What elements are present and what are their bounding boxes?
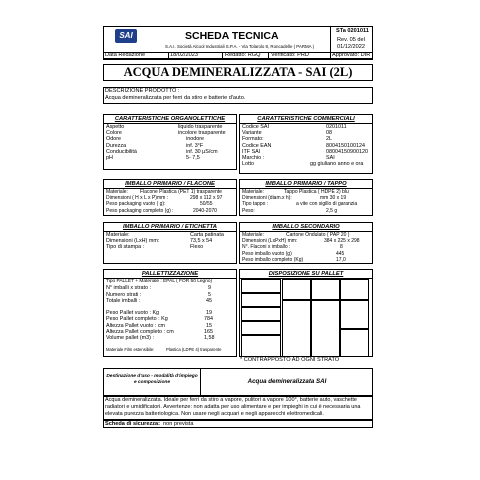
row-value: 2L (326, 136, 332, 143)
sicurezza-value: non prevista (163, 421, 194, 427)
row-key: Altezza Pallet completo : cm (106, 328, 174, 335)
row-key: N°. Flaconi x imballo : (242, 244, 291, 251)
row-value: Carta patinata (190, 232, 224, 238)
pallet-box (311, 279, 340, 300)
row-key: Tipo di stampa : (106, 244, 145, 251)
row-value: 5- 7,5 (186, 155, 200, 161)
row-key: Codice EAN (242, 142, 272, 149)
row-key: Dimensioni (LxH) mm: (106, 238, 160, 245)
destinazione-text-2: radiatori e umidificatori. Avvertenze: non adatta per uso alimentare e per impieghi in cui è necessaria una (105, 404, 361, 410)
row-value: gg giuliano anno e ora (310, 161, 364, 168)
row-value: 2,5 g (326, 207, 338, 214)
secondario-title: IMBALLO SECONDARIO (240, 223, 372, 232)
row-value: 73,5 x 54 (190, 238, 213, 245)
table-row (104, 155, 236, 161)
row-key: N° imballi x strato : (106, 285, 151, 292)
row-key: Peso: (242, 207, 255, 214)
row-key: Altezza Pallet vuoto : cm (106, 322, 166, 329)
row-value: mm 30 x 19 (320, 195, 347, 202)
document-title: SCHEDA TECNICA (185, 30, 279, 42)
sicurezza-label: Scheda di sicurezza: (105, 421, 161, 427)
row-value: 45 (206, 297, 212, 304)
row-key: pH (106, 155, 113, 161)
row-value: Flacone Plastica (PET 1) trasparente (140, 189, 222, 195)
row-value: 17,0 (336, 256, 346, 263)
row-key: Variante (242, 130, 262, 137)
row-key: Volume pallet (m3) : (106, 335, 154, 341)
pallettizzazione-section (103, 269, 237, 357)
row-value: 8004150100124 (326, 142, 365, 149)
row-key: Dimensioni (diam.x h): (242, 195, 292, 202)
revision: Rev. 05 del (337, 37, 365, 43)
row-key: Peso packaging completo (g) : (106, 207, 174, 214)
meta-sep-4 (330, 52, 331, 60)
row-key: Conducibilità (106, 148, 137, 155)
product-title: ACQUA DEMINERALIZZATA - SAI (2L) (123, 65, 353, 79)
pallet-box (340, 279, 369, 300)
logo-text: SAI (119, 31, 133, 40)
row-key: Lotto (242, 161, 254, 168)
row-key: Numero strati : (106, 291, 142, 298)
pallet-box (282, 300, 311, 357)
logo (115, 29, 137, 43)
row-value: inf. 30 µS/cm (186, 148, 218, 155)
row-value: inf. 3°F (186, 142, 204, 149)
row-key: Peso Pallet vuoto : Kg (106, 310, 160, 317)
header-divider (330, 26, 331, 53)
disposizione-note: * CONTRAPPOSTO AD OGNI STRATO (240, 357, 340, 363)
organolettiche-section (103, 114, 237, 170)
row-value: a vite con sigillo di garanzia (296, 201, 358, 208)
pallet-box (241, 293, 281, 307)
row-key: Codice SAI (242, 124, 269, 130)
destinazione-heading: Acqua demineralizzata SAI (247, 378, 327, 385)
row-value: 784 (204, 316, 213, 323)
table-row (104, 298, 236, 304)
row-value: liquido trasparente (178, 124, 223, 130)
row-value: 165 (204, 328, 213, 335)
pallet-type (104, 279, 236, 285)
row-key: Peso packaging vuoto ( g): (106, 201, 166, 208)
secondario-section (239, 222, 373, 264)
table-row (240, 208, 372, 214)
row-value: 0201011 (326, 124, 347, 130)
meta-date: 18/02/2023 (170, 52, 198, 58)
pallet-type-text: Tipo PALLET + Materiale : EPAL ( FOR 50 Legno) (106, 279, 213, 284)
row-value: 298 x 112 x 97 (190, 195, 223, 202)
revision-date: 01/12/2022 (337, 44, 365, 50)
row-value: 1,58 (204, 335, 215, 341)
pallet-stack-left (241, 279, 281, 357)
table-row (104, 244, 236, 250)
row-value: 19 (206, 310, 212, 317)
row-key: Materiale: (242, 189, 264, 195)
meta-verificato: Verificato: PRD (271, 52, 309, 58)
row-key: ITF SAI (242, 148, 261, 155)
row-key: Peso imballo completo (Kg) (242, 256, 304, 263)
row-key: Materiale: (106, 189, 128, 195)
tappo-title: IMBALLO PRIMARIO / TAPPO (240, 180, 372, 189)
row-value: Flexo (190, 244, 204, 251)
row-value: 384 x 225 x 298 (324, 238, 360, 245)
destinazione-text-3: elevata purezza batteriologica. Non usare negli acquari e negli apparecchi elettromedicali. (105, 411, 324, 417)
flacone-section (103, 179, 237, 216)
table-row (104, 335, 236, 341)
row-key: Peso imballo vuoto (g) (242, 250, 292, 257)
row-value: 08004150900120 (326, 148, 368, 155)
row-value: 15 (206, 322, 212, 329)
table-row (240, 257, 372, 263)
tappo-section (239, 179, 373, 216)
pallet-box (241, 321, 281, 335)
pallet-box (282, 279, 311, 300)
pallet-box (241, 335, 281, 357)
meta-sep-2 (222, 52, 223, 60)
film-value: Plastica (LDPE 4) trasparente (166, 347, 222, 352)
destinazione-label: Destinazione d'uso - modalità d'impiego e composizione (106, 374, 198, 385)
row-key: Peso Pallet completo : Kg (106, 316, 168, 323)
row-value: inodore (186, 136, 204, 143)
film-label: Materiale Film estensibile: (106, 347, 155, 352)
meta-sep-1 (168, 52, 169, 60)
etichetta-title: IMBALLO PRIMARIO / ETICHETTA (104, 223, 236, 232)
pallet-box (340, 300, 369, 329)
row-key: Dimensioni (LxPxH) mm: (242, 238, 298, 245)
row-key: Formato: (242, 136, 264, 143)
row-value: 2040-2070 (193, 207, 217, 214)
table-row (240, 161, 372, 167)
row-value: Tappo Plastica ( HDPE 2) blu (284, 189, 349, 195)
pallet-layout (282, 279, 370, 357)
row-value: Cartone Ondulato ( PAP 20 ) (286, 232, 350, 238)
film-row (104, 347, 236, 353)
row-key: Aspetto (106, 124, 125, 130)
flacone-title: IMBALLO PRIMARIO / FLACONE (104, 180, 236, 189)
pallet-box (340, 329, 369, 357)
table-row (104, 208, 236, 214)
pallet-box (311, 300, 340, 357)
row-value: 5 (208, 291, 211, 298)
pallettizzazione-title: PALLETTIZZAZIONE (104, 270, 236, 279)
destinazione-text-1: Acqua demineralizzata. Ideale per ferri da stiro a vapore, pulitori a vapore 100°, batterie auto, vaschette (105, 397, 357, 403)
row-key: Dimensioni ( H x L x P)mm : (106, 195, 169, 202)
row-key: Durezza (106, 142, 127, 149)
row-key: Materiale: (242, 232, 264, 238)
row-key: Colore (106, 130, 122, 137)
etichetta-section (103, 222, 237, 264)
row-value: 9 (208, 285, 211, 292)
row-value: incolore trasparente (178, 130, 226, 137)
disposizione-title: DISPOSIZIONE SU PALLET (240, 270, 372, 279)
description-label: DESCRIZIONE PRODOTTO : (105, 88, 180, 94)
pallet-box (241, 307, 281, 321)
document-code: STa 0201011 (336, 28, 369, 34)
company-line: S.A.I. Società Alcool Industriali S.P.A. - Via Tolarolo 8, Roncadelle ( PARMA ) (165, 44, 315, 49)
row-key: Tipo tappo : (242, 201, 269, 208)
meta-redatto: Redatto: RGQ (225, 52, 261, 58)
row-value: 50/55 (200, 201, 213, 208)
commerciali-title: CARATTERISTICHE COMMERCIALI (240, 115, 372, 124)
row-key: Odore (106, 136, 121, 143)
meta-approvato: Approvato: DIR (332, 52, 371, 58)
row-value: 08 (326, 130, 332, 137)
meta-label-date: Data Redazione (105, 52, 146, 58)
meta-sep-3 (268, 52, 269, 60)
row-key: Materiale: (106, 232, 130, 238)
row-value: SAI (326, 155, 335, 161)
row-value: 8 (340, 244, 343, 251)
pallet-box (241, 279, 281, 293)
row-key: Totale imballi : (106, 297, 141, 304)
row-value: 445 (336, 250, 345, 257)
commerciali-section (239, 114, 373, 174)
row-key: Marchio : (242, 155, 265, 161)
organolettiche-title: CARATTERISTICHE ORGANOLETTICHE (104, 115, 236, 124)
description-text: Acqua demineralizzata per ferri da stiro e batterie d'auto. (105, 95, 246, 101)
